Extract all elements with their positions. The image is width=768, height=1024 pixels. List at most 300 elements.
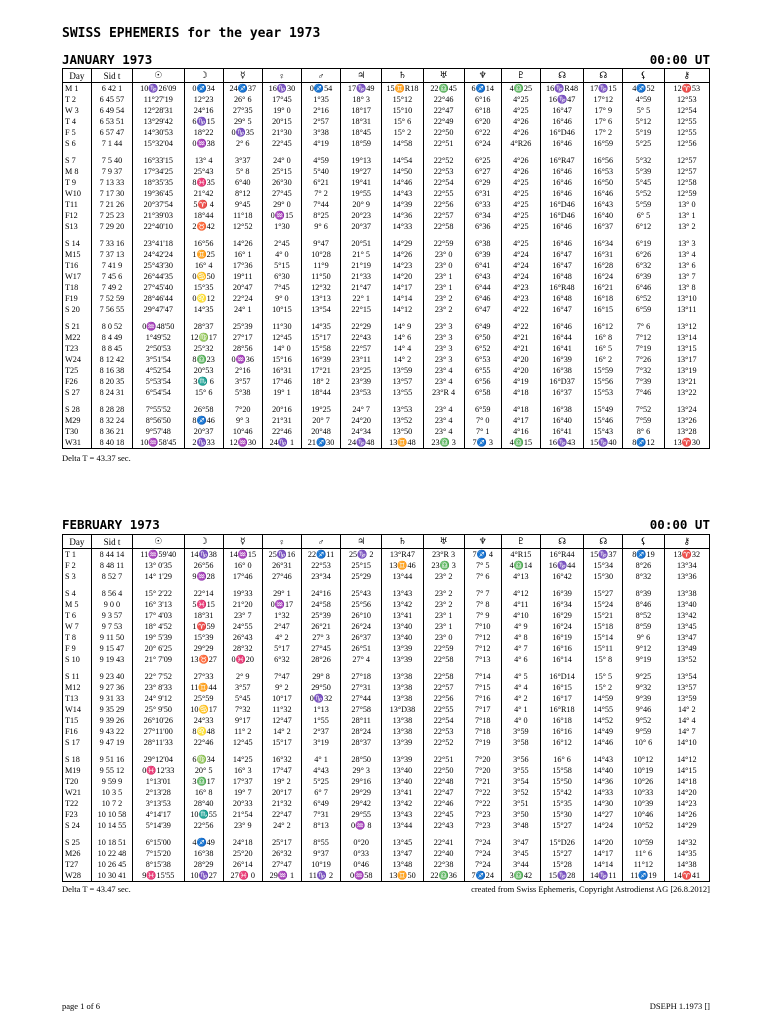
table-cell: 14° 0 xyxy=(262,343,301,354)
table-cell: 6°20 xyxy=(464,116,501,127)
table-cell: 1°35 xyxy=(301,94,340,105)
table-cell: 16°17 xyxy=(540,693,583,704)
table-cell: 20°37 xyxy=(184,426,223,437)
table-cell: 16♑30 xyxy=(262,83,301,95)
table-cell: 11°18 xyxy=(223,210,262,221)
table-row xyxy=(63,831,710,848)
table-cell: 15° 6 xyxy=(184,387,223,398)
table-cell: 6°50 xyxy=(464,332,501,343)
table-cell: 8 56 4 xyxy=(91,582,132,599)
table-cell: 28°37 xyxy=(184,315,223,332)
table-cell: 9♓15'55 xyxy=(133,870,185,882)
table-cell: 8 36 21 xyxy=(91,426,132,437)
table-cell: 8♎23 xyxy=(184,354,223,365)
table-cell: 9 59 9 xyxy=(91,776,132,787)
table-cell: 11♊44 xyxy=(184,682,223,693)
table-cell: 14°12 xyxy=(382,304,423,315)
table-cell: 16°D46 xyxy=(540,199,583,210)
table-cell: 28°29 xyxy=(184,859,223,870)
table-cell: 3°55 xyxy=(501,765,540,776)
table-cell: 24°34 xyxy=(341,426,382,437)
table-cell: 3°57 xyxy=(223,682,262,693)
table-cell: 6 45 57 xyxy=(91,94,132,105)
table-cell: 7° 6 xyxy=(464,571,501,582)
table-cell: 9 35 29 xyxy=(91,704,132,715)
table-cell: 9° 6 xyxy=(623,632,664,643)
table-cell: 1°13'01 xyxy=(133,776,185,787)
table-cell: 13♉27 xyxy=(184,654,223,665)
table-cell: 7 33 16 xyxy=(91,232,132,249)
table-row xyxy=(63,560,710,571)
table-cell: 22°43 xyxy=(341,332,382,343)
table-cell: 15°16 xyxy=(262,354,301,365)
table-cell: 26°21 xyxy=(301,621,340,632)
table-cell: 13°53 xyxy=(382,398,423,415)
table-cell: 24♐37 xyxy=(223,83,262,95)
table-cell: 2°45 xyxy=(262,232,301,249)
table-cell: 7 41 9 xyxy=(91,260,132,271)
table-cell: 3°38 xyxy=(301,127,340,138)
table-cell: 10°59 xyxy=(623,831,664,848)
table-cell: 6°49 xyxy=(464,315,501,332)
table-cell: 12♒30 xyxy=(223,437,262,449)
table-cell: 28°24 xyxy=(341,726,382,737)
table-cell: 29°29 xyxy=(184,643,223,654)
table-cell: 1°55 xyxy=(301,715,340,726)
table-cell: 15°11 xyxy=(584,643,623,654)
table-cell: 4° 8 xyxy=(501,632,540,643)
column-header: ♅ xyxy=(423,535,464,549)
table-cell: 13°17 xyxy=(664,354,709,365)
table-row xyxy=(63,704,710,715)
table-cell: 0♑35 xyxy=(223,127,262,138)
file-id: DSEPH 1.1973 [] xyxy=(649,1001,710,1011)
table-cell: 16°46 xyxy=(540,221,583,232)
table-cell: 6°40 xyxy=(223,177,262,188)
table-cell: 9 39 26 xyxy=(91,715,132,726)
table-cell: 24° 9'12 xyxy=(133,693,185,704)
table-cell: 6°39 xyxy=(623,271,664,282)
table-cell: 14°23 xyxy=(664,798,709,809)
table-cell: 22°59 xyxy=(423,643,464,654)
table-cell: 9°52 xyxy=(623,715,664,726)
table-cell: 7° 8 xyxy=(464,599,501,610)
table-cell: 27°46 xyxy=(262,571,301,582)
table-cell: 13°36 xyxy=(664,571,709,582)
table-cell: 6°38 xyxy=(464,232,501,249)
table-cell: 5°45 xyxy=(623,177,664,188)
table-cell: 7°21 xyxy=(464,776,501,787)
table-cell: 20°47 xyxy=(223,282,262,293)
table-cell: 27°11'00 xyxy=(133,726,185,737)
table-cell: 22°53 xyxy=(423,166,464,177)
table-cell: 9 19 43 xyxy=(91,654,132,665)
table-cell: 9 7 53 xyxy=(91,621,132,632)
table-cell: 6°39 xyxy=(464,249,501,260)
table-cell: 7°39 xyxy=(623,376,664,387)
table-cell: 16° 3 xyxy=(223,765,262,776)
table-cell: 13°39 xyxy=(382,643,423,654)
table-cell: 18°45 xyxy=(341,127,382,138)
table-cell: 4° 7 xyxy=(501,643,540,654)
table-cell: 14°10 xyxy=(664,737,709,748)
table-cell: 14°29 xyxy=(664,820,709,831)
table-cell: 14°35 xyxy=(184,304,223,315)
table-cell: S 3 xyxy=(65,572,76,581)
table-row xyxy=(63,765,710,776)
table-cell: 13°45 xyxy=(664,621,709,632)
table-cell: 15°50 xyxy=(540,776,583,787)
table-cell: 0♒58 xyxy=(341,870,382,882)
table-cell: 10♒58'45 xyxy=(133,437,185,449)
table-cell: T20 xyxy=(65,777,79,786)
table-cell: 6°15'00 xyxy=(133,831,185,848)
table-cell: 16°R44 xyxy=(540,549,583,561)
table-cell: S 6 xyxy=(65,139,76,148)
table-cell: 6°58 xyxy=(464,387,501,398)
table-cell: 15°56 xyxy=(584,376,623,387)
table-cell: 14°18 xyxy=(664,776,709,787)
table-cell: 6°43 xyxy=(464,271,501,282)
table-cell: 6° 7 xyxy=(301,787,340,798)
column-header: Day xyxy=(63,535,92,549)
table-cell: 3°58 xyxy=(501,737,540,748)
table-cell: 15°34 xyxy=(584,560,623,571)
table-cell: 8 32 24 xyxy=(91,415,132,426)
table-row xyxy=(63,820,710,831)
table-row xyxy=(63,210,710,221)
table-cell: 28°40 xyxy=(184,798,223,809)
table-cell: 10 10 58 xyxy=(91,809,132,820)
table-cell: T 8 xyxy=(65,633,76,642)
table-cell: 14° 4 xyxy=(382,343,423,354)
table-cell: 22°55 xyxy=(423,188,464,199)
table-cell: 7°19 xyxy=(464,737,501,748)
table-cell: 14° 1'29 xyxy=(133,571,185,582)
table-cell: 10♑26'09 xyxy=(133,83,185,95)
table-cell: 9° 6 xyxy=(301,221,340,232)
table-cell: T30 xyxy=(65,427,79,436)
table-cell: 13°59 xyxy=(664,693,709,704)
table-cell: 13°38 xyxy=(664,582,709,599)
table-cell: 15°35 xyxy=(184,282,223,293)
table-cell: 21°20 xyxy=(223,599,262,610)
table-cell: 7°19 xyxy=(623,343,664,354)
table-cell: 4°25 xyxy=(501,188,540,199)
table-cell: 3°47 xyxy=(501,831,540,848)
table-cell: 7°17 xyxy=(464,704,501,715)
table-cell: 8♌48 xyxy=(184,726,223,737)
table-cell: 8°12 xyxy=(223,188,262,199)
table-cell: 8♓35 xyxy=(184,177,223,188)
table-cell: 9°46 xyxy=(623,704,664,715)
table-cell: 6♑15 xyxy=(184,116,223,127)
table-cell: 22°40 xyxy=(423,848,464,859)
table-cell: 16°46 xyxy=(540,188,583,199)
table-cell: 14°59 xyxy=(584,693,623,704)
table-cell: 5°17 xyxy=(262,643,301,654)
table-cell: 27°44 xyxy=(341,693,382,704)
table-cell: 6°49 xyxy=(301,798,340,809)
table-cell: 13° 4 xyxy=(664,249,709,260)
table-cell: 3°45 xyxy=(501,848,540,859)
table-cell: 15° 2 xyxy=(382,127,423,138)
table-cell: 14°39 xyxy=(382,199,423,210)
table-cell: 4♐49 xyxy=(184,831,223,848)
table-cell: 3°59 xyxy=(501,726,540,737)
table-cell: 22°58 xyxy=(423,654,464,665)
table-cell: 18°59 xyxy=(341,138,382,149)
table-cell: 22°41 xyxy=(423,831,464,848)
table-cell: 7° 2 xyxy=(301,188,340,199)
table-cell: 22°49 xyxy=(423,116,464,127)
table-cell: 29°55 xyxy=(341,809,382,820)
table-cell: 20°17 xyxy=(262,787,301,798)
table-cell: 27°35 xyxy=(223,105,262,116)
ephemeris-table-january xyxy=(62,68,710,449)
table-cell: 14°32 xyxy=(664,831,709,848)
table-cell: 25°39 xyxy=(223,315,262,332)
table-cell: 5°12 xyxy=(623,116,664,127)
table-cell: 7°13 xyxy=(464,654,501,665)
table-cell: 14°17 xyxy=(584,848,623,859)
column-header: ♅ xyxy=(423,69,464,83)
table-cell: 10°28 xyxy=(301,249,340,260)
table-cell: 16°46 xyxy=(540,166,583,177)
table-cell: 29°42 xyxy=(341,798,382,809)
table-cell: 13♈32 xyxy=(664,549,709,561)
table-cell: 3°52 xyxy=(501,787,540,798)
table-cell: 22♐11 xyxy=(301,549,340,561)
table-cell: 4°22 xyxy=(501,304,540,315)
table-row xyxy=(63,665,710,682)
table-cell: 10°46 xyxy=(223,426,262,437)
table-cell: 20°51 xyxy=(341,232,382,249)
table-cell: 5°32 xyxy=(623,149,664,166)
table-cell: 13°48 xyxy=(382,859,423,870)
table-cell: 4°20 xyxy=(501,365,540,376)
month-name: JANUARY 1973 xyxy=(62,52,153,67)
table-cell: 10 22 48 xyxy=(91,848,132,859)
table-cell: F23 xyxy=(65,810,78,819)
table-cell: 15°18 xyxy=(584,621,623,632)
table-cell: 22°14 xyxy=(184,582,223,599)
table-cell: 27°17 xyxy=(223,332,262,343)
table-cell: 4° 2 xyxy=(262,632,301,643)
table-cell: 26°37 xyxy=(341,632,382,643)
table-cell: 16°D46 xyxy=(540,210,583,221)
table-row xyxy=(63,809,710,820)
table-row xyxy=(63,582,710,599)
table-cell: T13 xyxy=(65,694,79,703)
table-cell: 23° 3 xyxy=(423,332,464,343)
table-cell: 17°45 xyxy=(262,94,301,105)
table-cell: 7°20 xyxy=(464,765,501,776)
table-cell: 1°13 xyxy=(301,704,340,715)
table-cell: 13°R47 xyxy=(382,549,423,561)
table-cell: 16°16 xyxy=(540,643,583,654)
table-cell: 6°46 xyxy=(623,282,664,293)
table-cell: 8°25 xyxy=(301,210,340,221)
table-cell: 21°54 xyxy=(223,809,262,820)
table-cell: M 8 xyxy=(65,167,79,176)
table-cell: 15°42 xyxy=(540,787,583,798)
table-row xyxy=(63,376,710,387)
table-cell: 28°50 xyxy=(341,748,382,765)
table-cell: 22♎36 xyxy=(423,870,464,882)
table-cell: 16°18 xyxy=(584,293,623,304)
table-cell: 10♑27 xyxy=(184,870,223,882)
column-header: ☊ xyxy=(540,535,583,549)
table-cell: 29°16 xyxy=(341,776,382,787)
column-header: ☽ xyxy=(184,69,223,83)
table-cell: 4° 2 xyxy=(501,693,540,704)
table-cell: S 11 xyxy=(65,672,80,681)
table-cell: 7°12 xyxy=(464,632,501,643)
table-cell: 14°20 xyxy=(382,271,423,282)
table-cell: 14°33 xyxy=(382,221,423,232)
table-cell: 17° 9 xyxy=(584,105,623,116)
table-cell: 14° 2 xyxy=(664,704,709,715)
table-cell: 7 25 23 xyxy=(91,210,132,221)
table-cell: 29° 8 xyxy=(301,665,340,682)
table-cell: 8 24 31 xyxy=(91,387,132,398)
table-row xyxy=(63,116,710,127)
table-cell: 7 5 40 xyxy=(91,149,132,166)
table-cell: 10 18 51 xyxy=(91,831,132,848)
table-cell: 12°55 xyxy=(664,116,709,127)
table-cell: 4°20 xyxy=(501,354,540,365)
table-cell: 26°31 xyxy=(262,560,301,571)
table-cell: 20°37 xyxy=(341,221,382,232)
table-cell: F12 xyxy=(65,211,78,220)
table-cell: 13°24 xyxy=(664,398,709,415)
table-cell: 6 57 47 xyxy=(91,127,132,138)
table-cell: 9 0 0 xyxy=(91,599,132,610)
table-cell: 8 52 7 xyxy=(91,571,132,582)
table-cell: 20° 5 xyxy=(184,765,223,776)
table-cell: 13°29'42 xyxy=(133,116,185,127)
table-cell: 13° 7 xyxy=(664,271,709,282)
table-cell: 16° 5 xyxy=(584,343,623,354)
table-cell: 13°43 xyxy=(382,582,423,599)
table-cell: 8♐19 xyxy=(623,549,664,561)
table-cell: 13° 0'35 xyxy=(133,560,185,571)
table-cell: 4♎15 xyxy=(501,437,540,449)
table-cell: 6°12 xyxy=(623,221,664,232)
table-cell: 22°24 xyxy=(223,293,262,304)
table-cell: 4°59 xyxy=(623,94,664,105)
table-cell: 2°37 xyxy=(301,726,340,737)
table-cell: 14°36 xyxy=(584,776,623,787)
table-cell: 4°18 xyxy=(501,398,540,415)
table-cell: 21°47 xyxy=(341,282,382,293)
table-cell: 14°46 xyxy=(382,177,423,188)
table-cell: 24°16 xyxy=(301,582,340,599)
table-cell: 4♎25 xyxy=(501,83,540,95)
table-cell: 14♒15 xyxy=(223,549,262,561)
table-cell: 13°39 xyxy=(382,748,423,765)
table-cell: 16°46 xyxy=(540,138,583,149)
table-cell: 13♊46 xyxy=(382,560,423,571)
table-row xyxy=(63,387,710,398)
table-cell: 24° 2 xyxy=(262,820,301,831)
table-cell: 14°49 xyxy=(584,726,623,737)
table-cell: 5°15 xyxy=(262,260,301,271)
table-cell: 22°47 xyxy=(423,787,464,798)
table-cell: 16°34 xyxy=(540,599,583,610)
table-cell: 3♎42 xyxy=(501,870,540,882)
table-cell: 14° 2 xyxy=(382,354,423,365)
table-cell: 13°42 xyxy=(382,798,423,809)
table-cell: 8°32 xyxy=(623,571,664,582)
table-cell: 7°52 xyxy=(623,398,664,415)
table-cell: 4°21 xyxy=(501,332,540,343)
table-cell: 14°58 xyxy=(382,138,423,149)
table-cell: 8♐12 xyxy=(623,437,664,449)
table-cell: 15°D26 xyxy=(540,831,583,848)
column-header: ☿ xyxy=(223,69,262,83)
table-cell: 15° 6 xyxy=(382,116,423,127)
table-cell: 6°16 xyxy=(464,94,501,105)
table-cell: 16° 3'13 xyxy=(133,599,185,610)
table-cell: 23♎ 3 xyxy=(423,560,464,571)
table-cell: 27°31 xyxy=(341,682,382,693)
table-cell: 0♐34 xyxy=(184,83,223,95)
table-cell: 4°59 xyxy=(301,149,340,166)
table-cell: 14°40 xyxy=(584,765,623,776)
table-row xyxy=(63,343,710,354)
table-cell: S 25 xyxy=(65,838,80,847)
table-cell: 6°26 xyxy=(623,249,664,260)
table-cell: 0♒36 xyxy=(223,354,262,365)
table-cell: 26°10 xyxy=(341,610,382,621)
table-cell: 13°47 xyxy=(382,848,423,859)
table-cell: 13°49 xyxy=(664,643,709,654)
column-header: Day xyxy=(63,69,92,83)
table-cell: 13°40 xyxy=(382,765,423,776)
table-cell: 5°53'54 xyxy=(133,376,185,387)
table-cell: 4°26 xyxy=(501,149,540,166)
table-cell: 1♊25 xyxy=(184,249,223,260)
table-cell: 2°16 xyxy=(301,105,340,116)
table-cell: 16°53 xyxy=(584,166,623,177)
table-cell: 13°10 xyxy=(664,293,709,304)
table-cell: 15°39 xyxy=(184,632,223,643)
table-cell: 25°32 xyxy=(184,343,223,354)
table-cell: 5°45 xyxy=(223,693,262,704)
table-cell: 27°18 xyxy=(341,665,382,682)
table-cell: 0°20 xyxy=(341,831,382,848)
table-cell: 7°31 xyxy=(301,809,340,820)
table-cell: 7 49 2 xyxy=(91,282,132,293)
table-cell: 7°18 xyxy=(464,726,501,737)
table-cell: 8°46 xyxy=(623,599,664,610)
table-cell: 6°33 xyxy=(464,199,501,210)
table-cell: 15° 2 xyxy=(584,682,623,693)
table-cell: 7 21 26 xyxy=(91,199,132,210)
table-cell: 9°19 xyxy=(623,654,664,665)
table-cell: T 6 xyxy=(65,611,76,620)
table-cell: 9°32 xyxy=(623,682,664,693)
table-cell: 16°15 xyxy=(540,682,583,693)
table-cell: 8 4 49 xyxy=(91,332,132,343)
table-cell: 4° 6 xyxy=(501,654,540,665)
table-cell: 7°22 xyxy=(464,798,501,809)
table-cell: 26°32 xyxy=(262,848,301,859)
table-cell: 23° 2 xyxy=(423,582,464,599)
table-cell: 17°37 xyxy=(223,776,262,787)
